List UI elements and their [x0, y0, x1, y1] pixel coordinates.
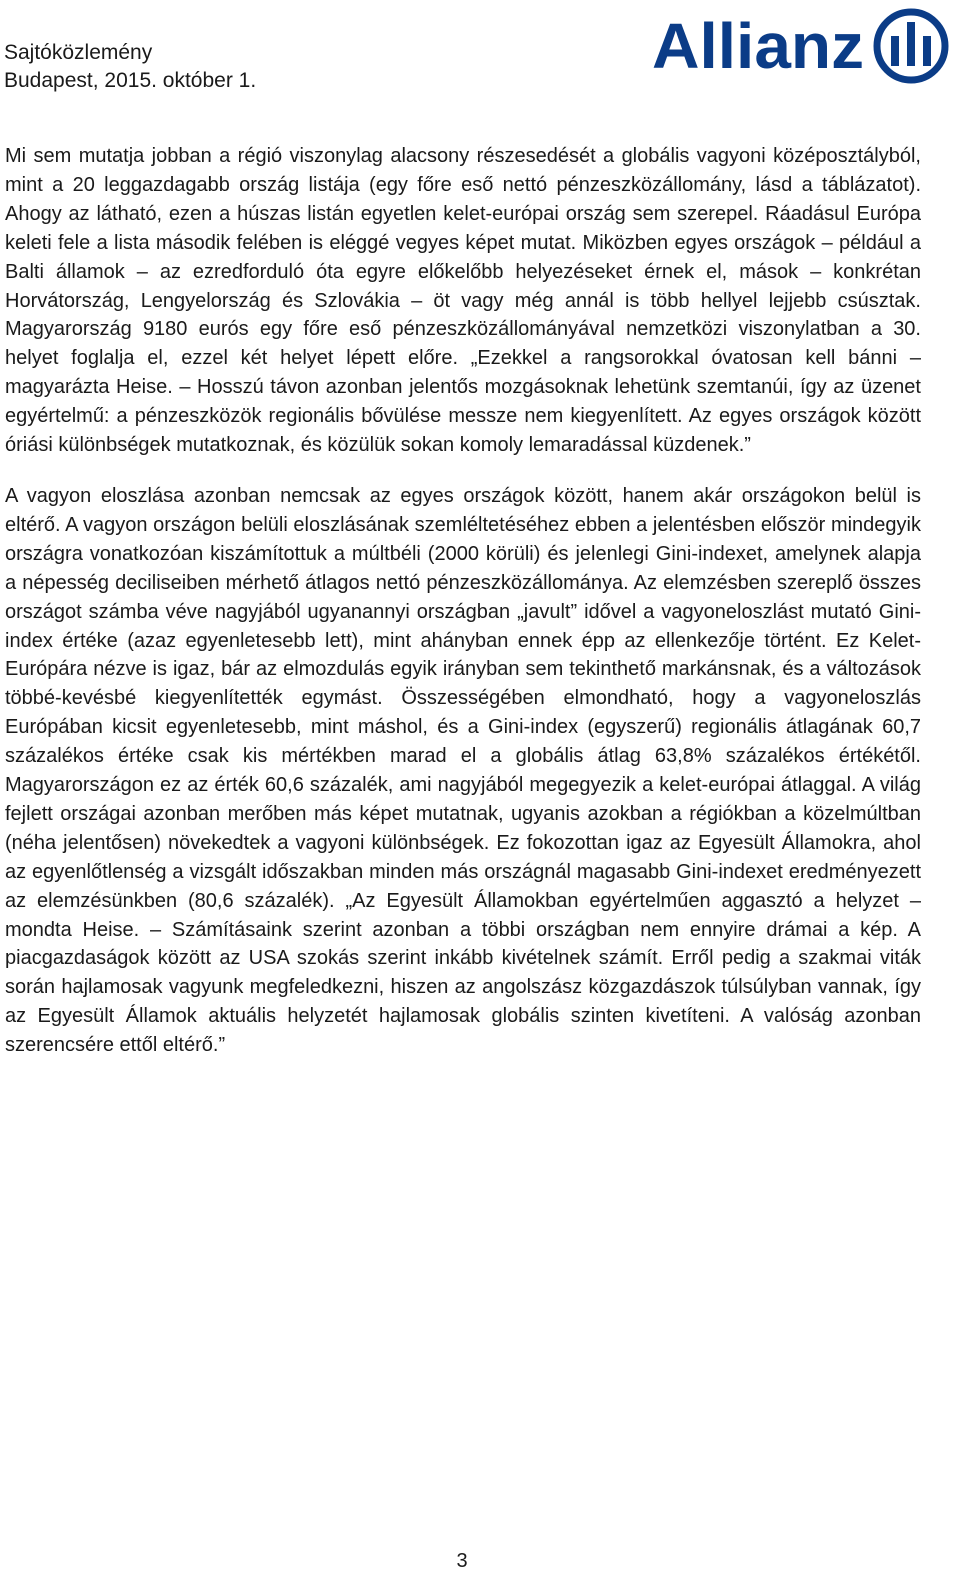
press-release-body — [5, 142, 921, 1082]
allianz-logo — [652, 6, 952, 90]
allianz-logo-wordmark: Allianz — [652, 10, 864, 82]
body-paragraph: Mi sem mutatja jobban a régió viszonylag alacsony részesedését a globális vagyoni középosztályból, mint a 20 leggazdagabb ország listája (egy főre eső nettó pénzeszközállomány, lásd a táblázatot). Ahogy az látható, ezen a húszas listán egyetlen kelet-európai ország sem szerepel. Ráadásul Európa keleti fele a lista második felében is eléggé vegyes képet mutat. Miközben egyes országok – például a Balti államok – az ezredforduló óta egyre előkelőbb helyezéseket érnek el, mások – konkrétan Horvátország, Lengyelország és Szlovákia – öt vagy még annál is több hellyel lejjebb csúsztak. Magyarország 9180 eurós egy főre eső pénzeszközállományával nemzetközi viszonylatban a 30. helyet foglalja el, ezzel két helyet lépett előre. „Ezekkel a rangsorokkal óvatosan kell bánni – magyarázta Heise. – Hosszú távon azonban jelentős mozgásoknak lehetünk szemtanúi, így az üzenet egyértelmű: a pénzeszközök regionális bővülése messze nem kiegyenlített. Az egyes országok között óriási különbségek mutatkoznak, és közülük sokan komoly lemaradással küzdenek.” — [5, 145, 921, 457]
page-number: 3 — [456, 1550, 468, 1572]
page-header — [0, 0, 960, 110]
document-type-label: Sajtóközlemény — [4, 41, 153, 64]
body-paragraph: A vagyon eloszlása azonban nemcsak az egyes országok között, hanem akár országokon belül is eltérő. A vagyon országon belüli eloszlásának szemléltetéséhez ebben a jelentésben először mindegyik országra vonatkozóan kiszámítottuk a múltbéli (2000 körüli) és jelenlegi Gini-indexet, amelynek alapja a népesség deciliseiben mérhető átlagos nettó pénzeszközállománya. Az elemzésben szereplő összes országot számba véve nagyjából ugyanannyi országban „javult” idővel a vagyoneloszlást mutató Gini-index értéke (azaz egyenletesebb lett), mint ahányban ennek épp az ellenkezője történt. Ez Kelet-Európára nézve is igaz, bár az elmozdulás egyik irányban sem tekinthető markánsnak, és a változások többé-kevésbé kiegyenlítették egymást. Összességében elmondható, hogy a vagyoneloszlás Európában kicsit egyenletesebb, mint máshol, és a Gini-index (egyszerű) regionális átlagának 60,7 százalékos értéke csak kis mértékben marad el a globális átlag 63,8% százalékos értékétől. Magyarországon ez az érték 60,6 százalék, ami nagyjából megegyezik a kelet-európai átlaggal. A világ fejlett országai azonban merőben más képet mutatnak, ugyanis azokban a régiókban a közelmúltban (néha jelentősen) növekedtek a vagyoni különbségek. Ez fokozottan igaz az Egyesült Államokra, ahol az egyenlőtlenség a vizsgált időszakban minden más országnál magasabb Gini-indexet eredményezett az elemzésünkben (80,6 százalék). „Az Egyesült Államokban egyértelműen aggasztó a helyzet – mondta Heise. – Számításaink szerint azonban a többi országban nem ennyire drámai a kép. A piacgazdaságok között az USA szokás szerint inkább kivételnek számít. Erről pedig a szakmai viták során hajlamosak vagyunk megfeledkezni, hiszen az angolszász közgazdászok túlsúlyban vannak, így az Egyesült Államok aktuális helyzetét hajlamosak globális szinten kivetíteni. A valóság azonban szerencsére ettől eltérő.” — [5, 484, 921, 1057]
document-date: Budapest, 2015. október 1. — [4, 69, 257, 92]
allianz-eagle-icon — [877, 12, 945, 80]
